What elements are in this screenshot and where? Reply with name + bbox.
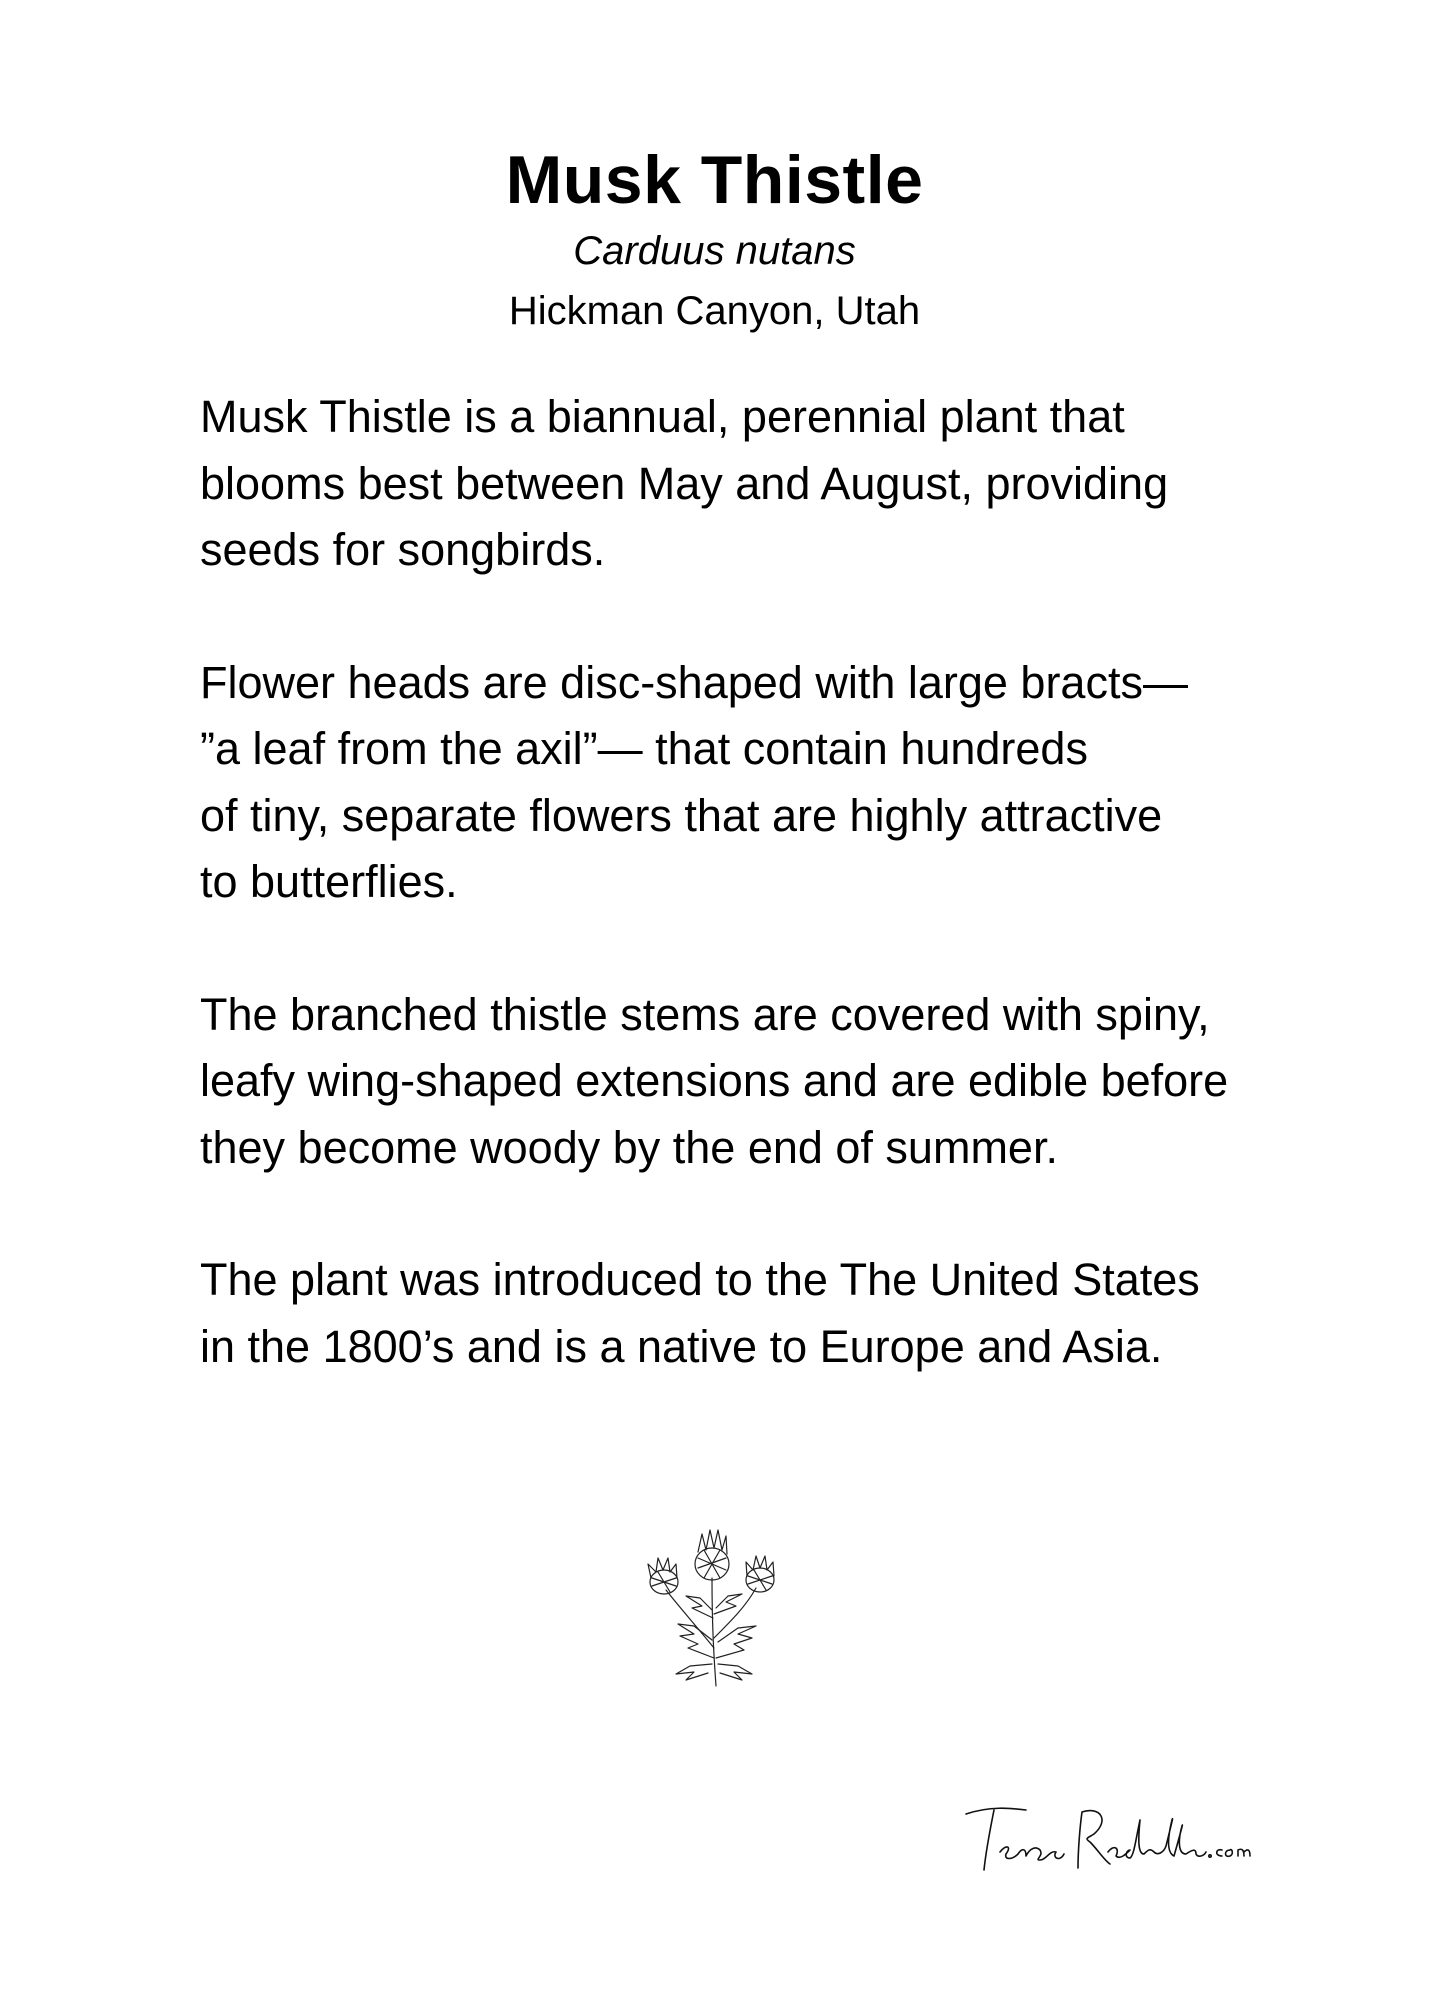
location: Hickman Canyon, Utah	[508, 289, 921, 333]
signature-text: TeresaRachelle.com	[960, 1790, 970, 1791]
paragraph-2: Flower heads are disc-shaped with large bracts— ”a leaf from the axil”— that contain hundreds of tiny, separate flowers that are highly attractive to butterflies.	[200, 656, 1188, 907]
scientific-name: Carduus nutans	[573, 229, 856, 273]
body-text	[200, 384, 1350, 1446]
paragraph-3: The branched thistle stems are covered with spiny, leafy wing-shaped extensions and are edible before they become woody by the end of summer.	[200, 988, 1229, 1173]
signature-logo	[960, 1790, 1260, 1880]
page-title: Musk Thistle	[505, 142, 924, 218]
title-block	[0, 138, 1429, 342]
thistle-illustration-icon	[628, 1508, 808, 1688]
paragraph-4: The plant was introduced to the The United States in the 1800’s and is a native to Europe and Asia.	[200, 1254, 1200, 1372]
paragraph-1: Musk Thistle is a biannual, perennial plant that blooms best between May and August, providing seeds for songbirds.	[200, 391, 1169, 575]
